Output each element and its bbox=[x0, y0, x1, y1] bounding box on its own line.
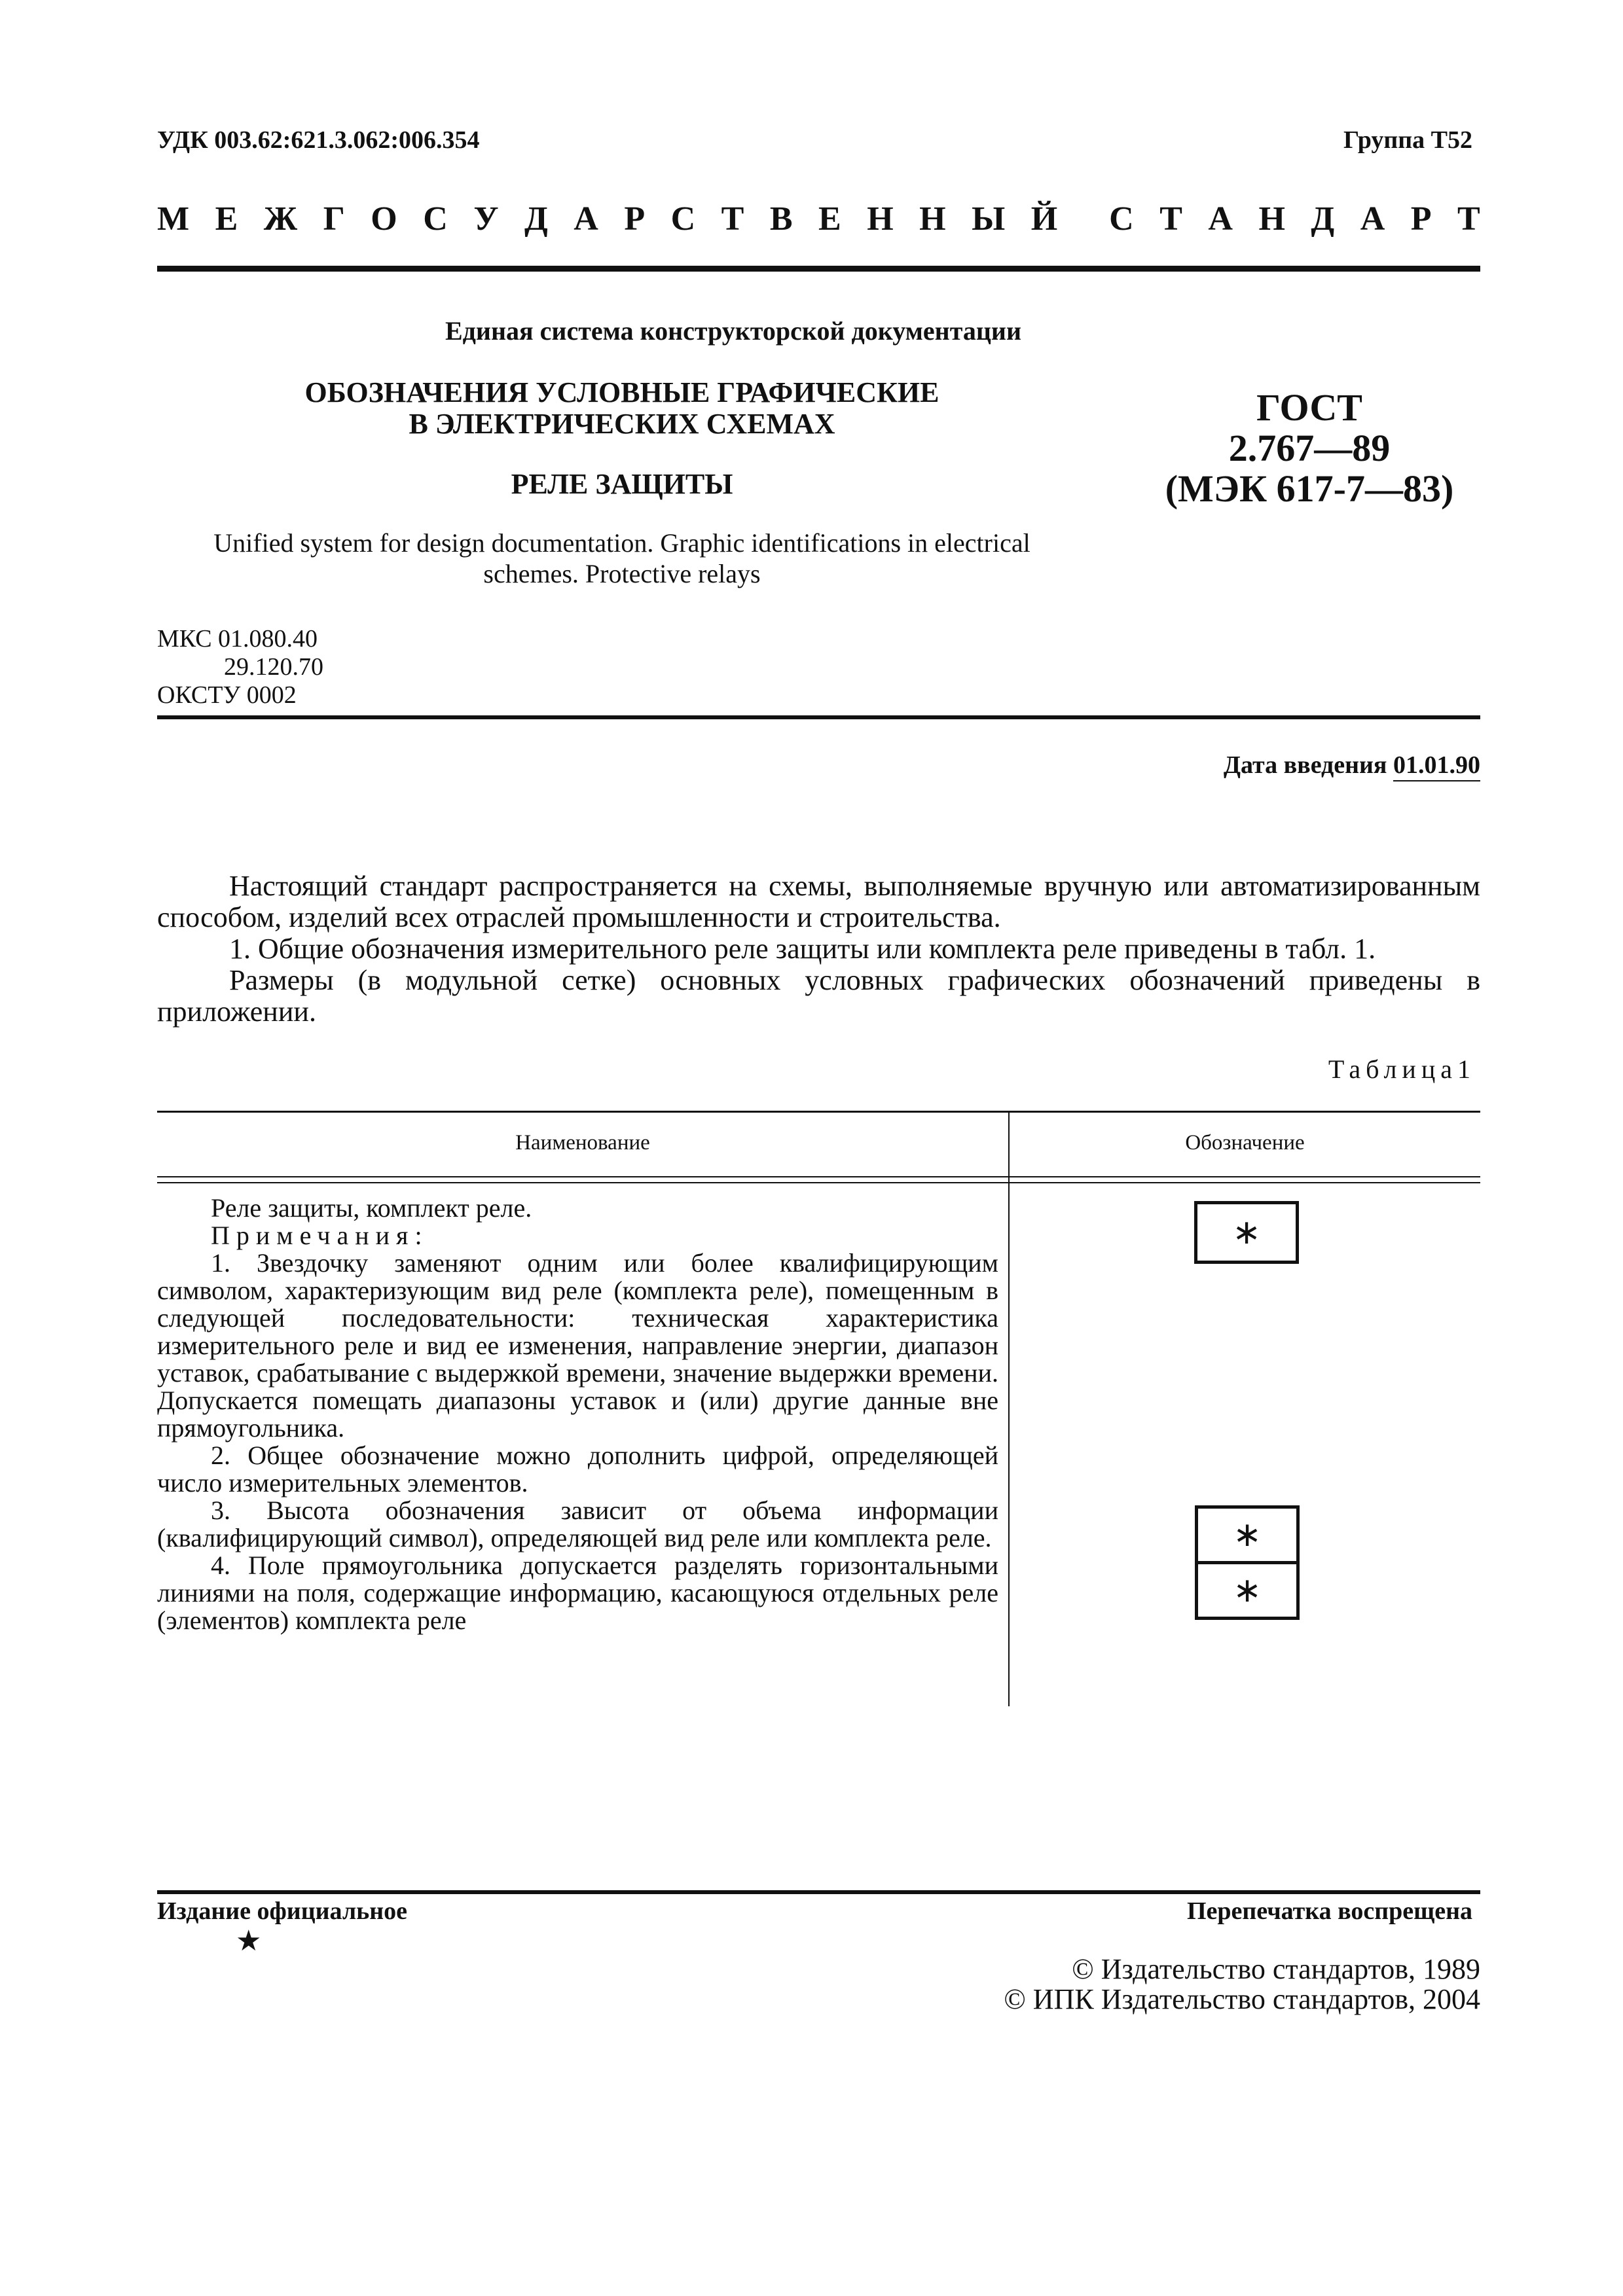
iec-code: (МЭК 617-7—83) bbox=[1165, 467, 1454, 510]
banner-letter: Н bbox=[919, 200, 946, 238]
english-title bbox=[157, 528, 1087, 589]
banner-letter: Т bbox=[1159, 200, 1182, 238]
asterisk-icon: ∗ bbox=[1232, 1213, 1261, 1252]
table-row bbox=[157, 1194, 998, 1634]
banner-letter: А bbox=[1208, 200, 1233, 238]
standard-banner bbox=[157, 200, 1480, 239]
banner-letter: М bbox=[157, 200, 190, 238]
table-column-divider bbox=[1008, 1111, 1010, 1706]
banner-letter: Р bbox=[624, 200, 646, 238]
note-item: 4. Поле прямоугольника допускается разделять горизонтальными линиями на поля, содержащие информацию, касающуюся отдельных реле (элементов) комплекта реле bbox=[157, 1551, 998, 1635]
introduction-date bbox=[1224, 751, 1480, 780]
relay-symbol-single bbox=[1194, 1201, 1299, 1264]
banner-letter: Е bbox=[818, 200, 841, 238]
section-rule bbox=[157, 715, 1480, 719]
column-header-symbol: Обозначение bbox=[1185, 1131, 1305, 1155]
banner-letter: О bbox=[371, 200, 397, 238]
copyright-line: © ИПК Издательство стандартов, 2004 bbox=[1004, 1983, 1480, 2015]
note-item: 1. Звездочку заменяют одним или более квалифицирующим символом, характеризующим вид реле (комплекта реле), помещенным в следующей последовательности: техническая характеристика измерительного реле и вид ее изменения, направление энергии, диапазон уставок, срабатывание с выдержкой времени, значение выдержки времени. Допускается помещать диапазоны уставок и (или) другие данные вне прямоугольника. bbox=[157, 1248, 998, 1443]
copyright bbox=[1004, 1954, 1480, 2015]
banner-letter: С bbox=[423, 200, 448, 238]
intro-paragraph: Настоящий стандарт распространяется на схемы, выполняемые вручную или автоматизированным способом, изделий всех отраслей промышленности и строительства. bbox=[157, 870, 1480, 933]
banner-letter: У bbox=[473, 200, 499, 238]
banner-letter: А bbox=[1360, 200, 1385, 238]
asterisk-icon: ∗ bbox=[1198, 1561, 1296, 1617]
document-title-line: В ЭЛЕКТРИЧЕСКИХ СХЕМАХ bbox=[409, 408, 835, 440]
table-header-rule bbox=[157, 1176, 1480, 1177]
table-label: Таблица1 bbox=[1328, 1054, 1476, 1084]
banner-letter: А bbox=[574, 200, 598, 238]
english-title-line: schemes. Protective relays bbox=[483, 559, 761, 588]
banner-letter: В bbox=[769, 200, 793, 238]
footer-rule bbox=[157, 1890, 1480, 1894]
group-code: Группа Т52 bbox=[1343, 126, 1472, 154]
document-title bbox=[157, 377, 1087, 440]
classification-codes bbox=[157, 625, 323, 709]
note-item: 2. Общее обозначение можно дополнить цифрой, определяющей число измерительных элементов. bbox=[157, 1441, 998, 1498]
relay-symbol-divided bbox=[1195, 1505, 1300, 1620]
banner-letter: Н bbox=[1258, 200, 1285, 238]
gost-number bbox=[1126, 387, 1493, 509]
banner-letter: Т bbox=[1457, 200, 1480, 238]
banner-letter: С bbox=[1109, 200, 1134, 238]
document-subtitle: РЕЛЕ ЗАЩИТЫ bbox=[511, 468, 733, 500]
mks-code-second: 29.120.70 bbox=[224, 653, 323, 681]
banner-letter: Г bbox=[323, 200, 345, 238]
star-icon: ★ bbox=[236, 1924, 262, 1958]
header-rule bbox=[157, 266, 1480, 272]
date-value: 01.01.90 bbox=[1393, 751, 1480, 781]
table-top-border bbox=[157, 1111, 1480, 1113]
banner-letter: Ж bbox=[263, 200, 298, 238]
banner-letter: Д bbox=[524, 200, 548, 238]
document-title-line: ОБОЗНАЧЕНИЯ УСЛОВНЫЕ ГРАФИЧЕСКИЕ bbox=[304, 376, 939, 408]
copyright-line: © Издательство стандартов, 1989 bbox=[1072, 1953, 1480, 1985]
gost-code: 2.767—89 bbox=[1228, 427, 1391, 469]
banner-letter: Й bbox=[1030, 200, 1058, 238]
row-title: Реле защиты, комплект реле. bbox=[211, 1193, 532, 1223]
intro-paragraph: Размеры (в модульной сетке) основных условных графических обозначений приведены в приложении. bbox=[157, 964, 1480, 1028]
mks-code: МКС 01.080.40 bbox=[157, 625, 318, 653]
banner-letter: Д bbox=[1311, 200, 1335, 238]
official-edition: Издание официальное bbox=[157, 1897, 408, 1925]
udk-code: УДК 003.62:621.3.062:006.354 bbox=[157, 126, 480, 154]
column-header-name: Наименование bbox=[515, 1131, 650, 1155]
intro-text bbox=[157, 870, 1480, 1028]
banner-letter: Ы bbox=[972, 200, 1006, 238]
okstu-code: ОКСТУ 0002 bbox=[157, 681, 297, 709]
gost-label: ГОСТ bbox=[1256, 386, 1362, 429]
banner-letter: Р bbox=[1410, 200, 1432, 238]
english-title-line: Unified system for design documentation. Graphic identifications in electrical bbox=[213, 528, 1030, 558]
note-item: 3. Высота обозначения зависит от объема информации (квалифицирующий символ), определяющей вид реле или комплекта реле. bbox=[157, 1496, 998, 1552]
banner-letter: С bbox=[670, 200, 696, 238]
banner-letter: Н bbox=[867, 200, 894, 238]
intro-paragraph: 1. Общие обозначения измерительного реле защиты или комплекта реле приведены в табл. 1. bbox=[229, 933, 1376, 965]
table-header-rule bbox=[157, 1182, 1480, 1183]
system-title: Единая система конструкторской документации bbox=[445, 316, 1021, 346]
date-label: Дата введения bbox=[1223, 751, 1387, 779]
reprint-notice: Перепечатка воспрещена bbox=[1186, 1897, 1472, 1925]
banner-letter: Е bbox=[215, 200, 238, 238]
banner-letter: Т bbox=[721, 200, 744, 238]
asterisk-icon: ∗ bbox=[1233, 1515, 1262, 1554]
notes-heading: Примечания: bbox=[211, 1221, 429, 1250]
